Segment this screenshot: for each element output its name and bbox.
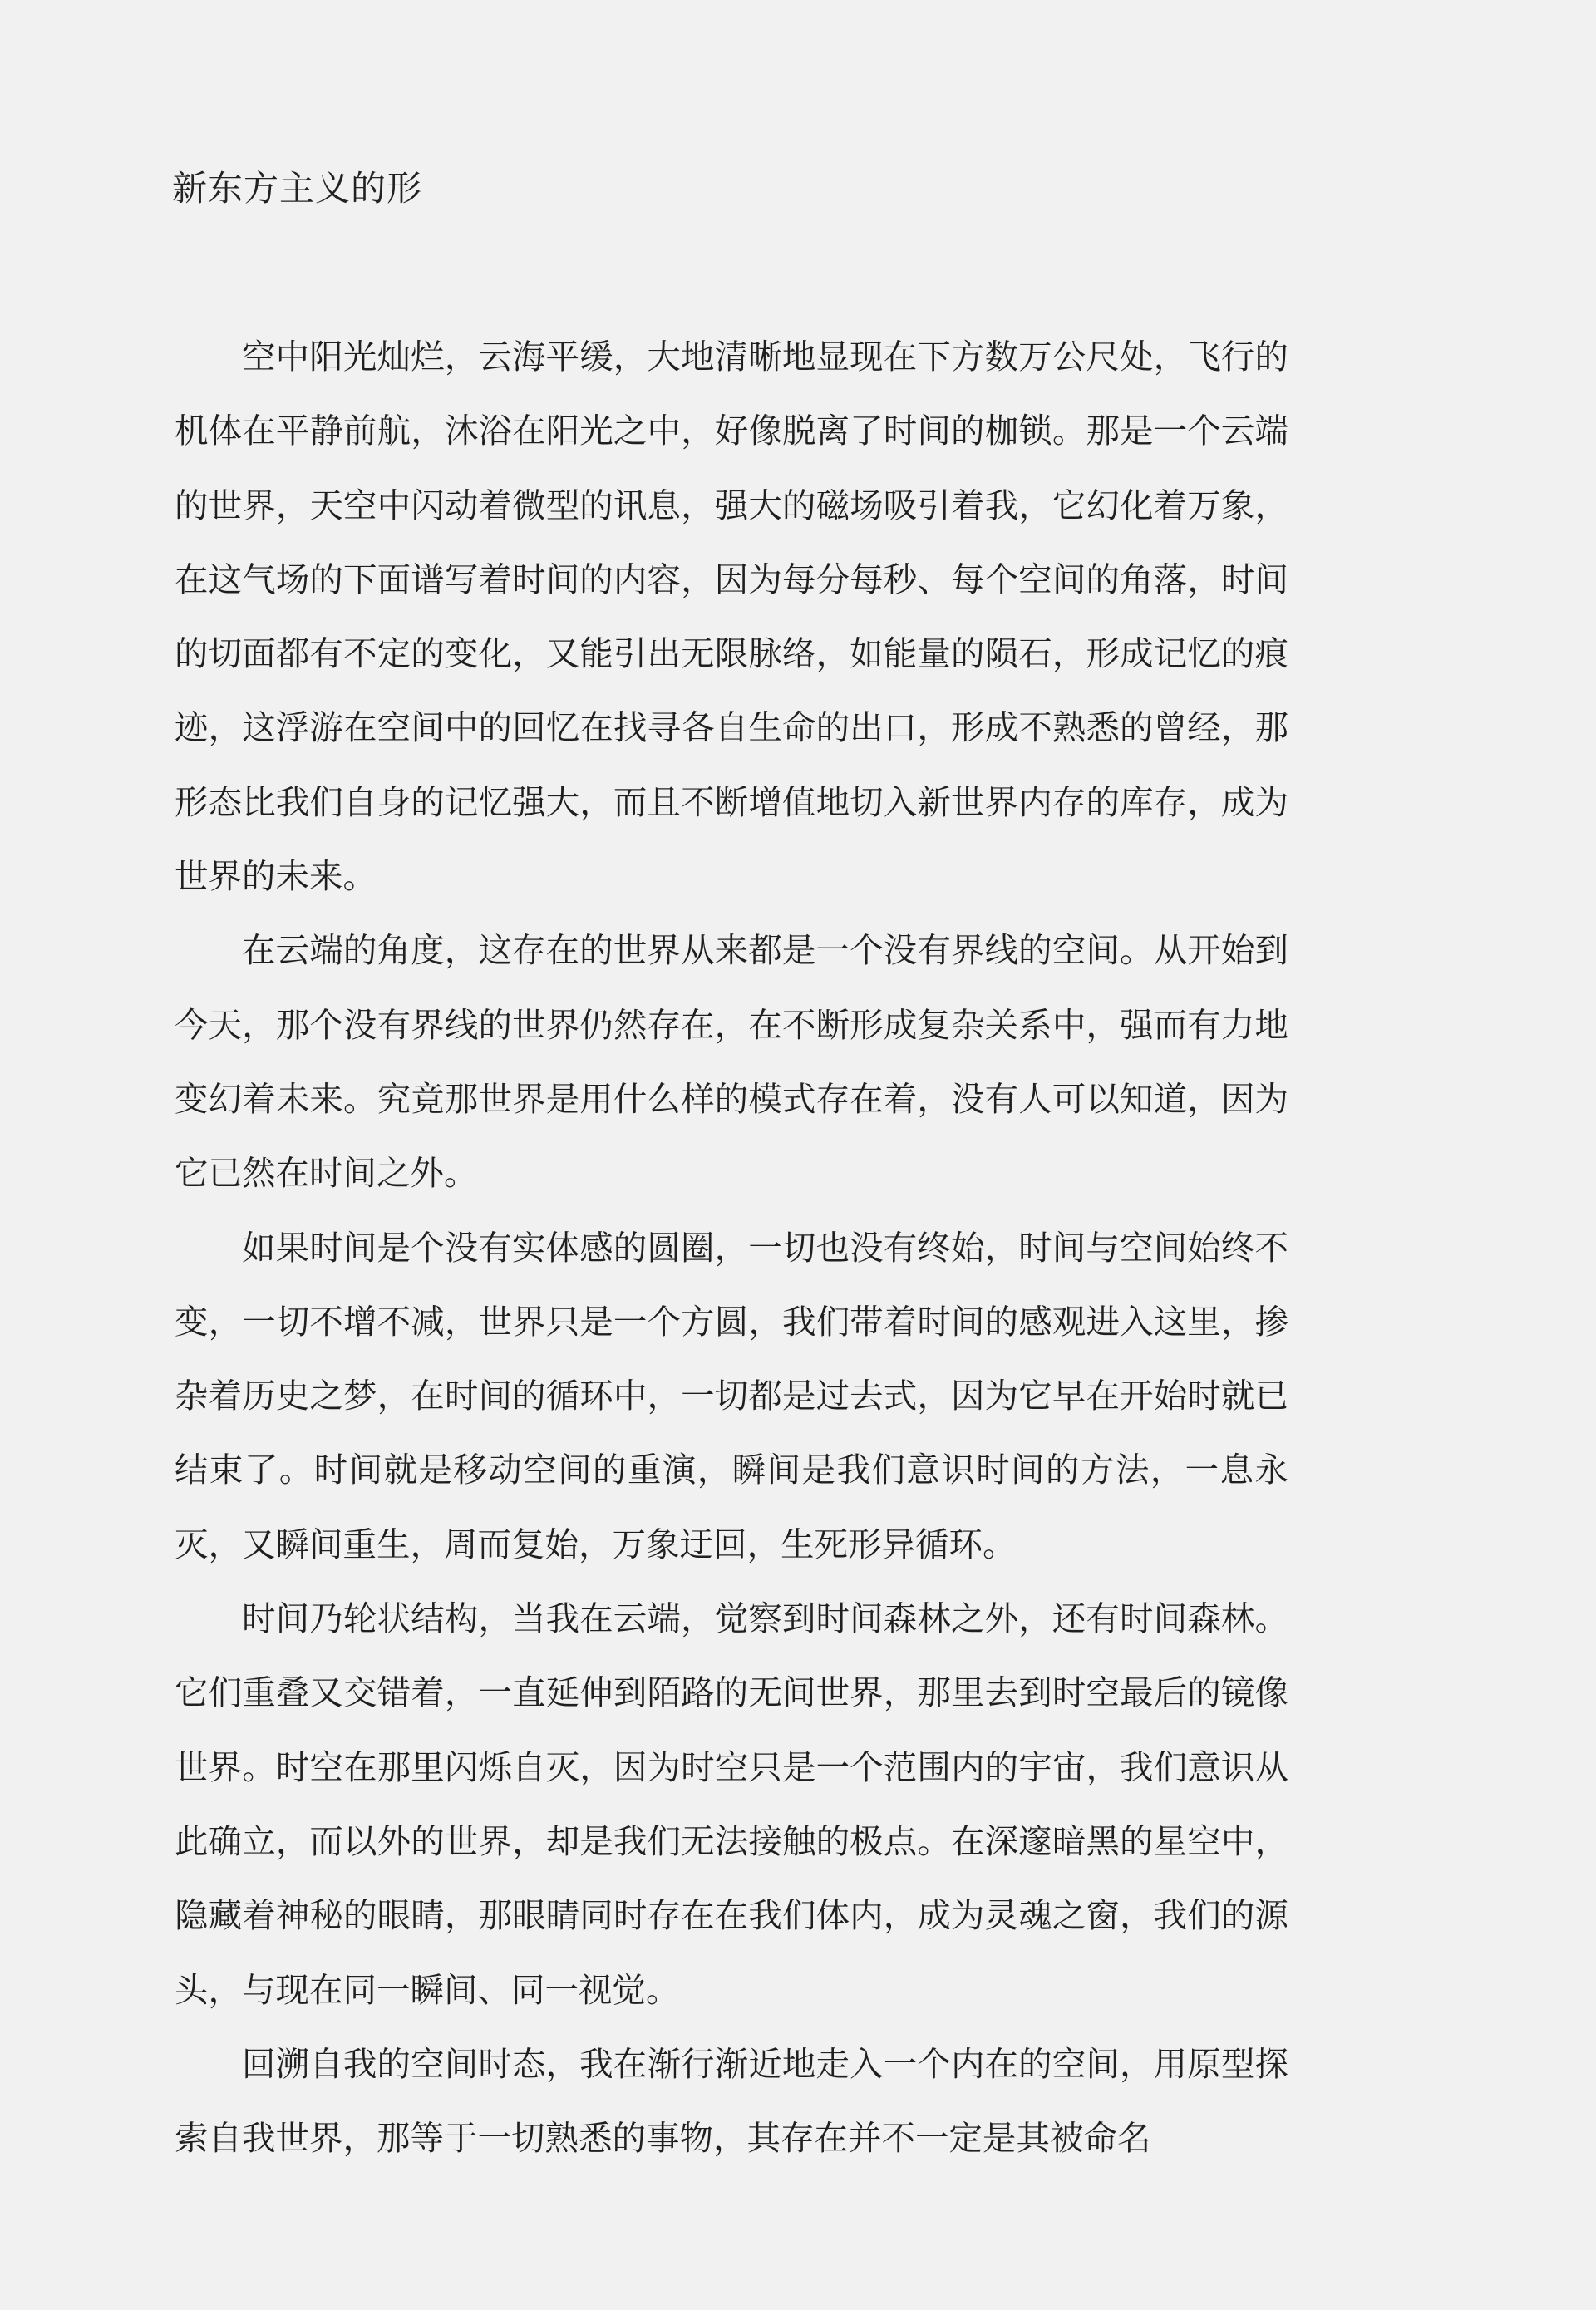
document-title: 新东方主义的形: [172, 168, 423, 209]
paragraph: 回溯自我的空间时态，我在渐行渐近地走入一个内在的空间，用原型探索自我世界，那等于一切熟悉的事物，其存在并不一定是其被命名: [175, 2043, 1288, 2159]
document-body: [175, 320, 1288, 2175]
paragraph: 如果时间是个没有实体感的圆圈，一切也没有终始，时间与空间始终不变，一切不增不减，世界只是一个方圆，我们带着时间的感观进入这里，掺杂着历史之梦，在时间的循环中，一切都是过去式，因为它早在开始时就已结束了。时间就是移动空间的重演，瞬间是我们意识时间的方法，一息永灭，又瞬间重生，周而复始，万象迂回，生死形异循环。: [175, 1227, 1288, 1564]
paragraph: 空中阳光灿烂，云海平缓，大地清晰地显现在下方数万公尺处，飞行的机体在平静前航，沐浴在阳光之中，好像脱离了时间的枷锁。那是一个云端的世界，天空中闪动着微型的讯息，强大的磁场吸引着我，它幻化着万象，在这气场的下面谱写着时间的内容，因为每分每秒、每个空间的角落，时间的切面都有不定的变化，又能引出无限脉络，如能量的陨石，形成记忆的痕迹，这浮游在空间中的回忆在找寻各自生命的出口，形成不熟悉的曾经，那形态比我们自身的记忆强大，而且不断增值地切入新世界内存的库存，成为世界的未来。: [175, 337, 1288, 897]
paragraph: 时间乃轮状结构，当我在云端，觉察到时间森林之外，还有时间森林。它们重叠又交错着，一直延伸到陌路的无间世界，那里去到时空最后的镜像世界。时空在那里闪烁自灭，因为时空只是一个范围内的宇宙，我们意识从此确立，而以外的世界，却是我们无法接触的极点。在深邃暗黑的星空中，隐藏着神秘的眼睛，那眼睛同时存在在我们体内，成为灵魂之窗，我们的源头，与现在同一瞬间、同一视觉。: [175, 1598, 1288, 2010]
paragraph: 在云端的角度，这存在的世界从来都是一个没有界线的空间。从开始到今天，那个没有界线的世界仍然存在，在不断形成复杂关系中，强而有力地变幻着未来。究竟那世界是用什么样的模式存在着，没有人可以知道，因为它已然在时间之外。: [175, 930, 1288, 1194]
